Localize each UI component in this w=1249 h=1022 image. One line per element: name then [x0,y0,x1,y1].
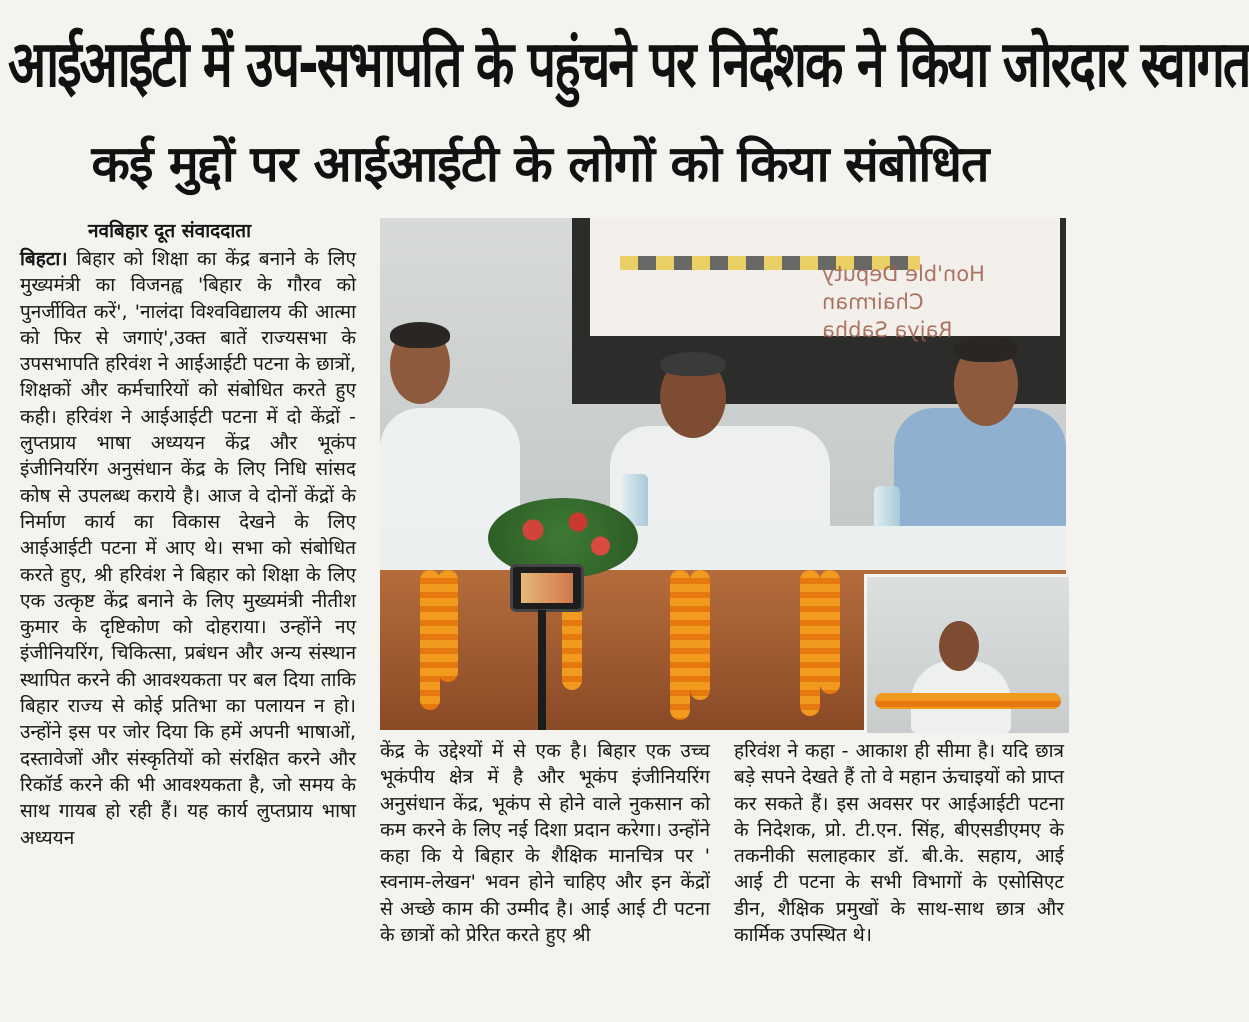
screen-slide [590,218,1060,342]
dateline: बिहटा। [20,248,68,270]
main-headline: आईआईटी में उप-सभापति के पहुंचने पर निर्देशक ने किया जोरदार स्वागत [8,26,1249,102]
marigold-garland [800,570,820,716]
person-left-hair [390,322,450,348]
marigold-garland [820,570,840,694]
byline: नवबिहार दूत संवाददाता [88,220,251,242]
slide-text-line1: Hon'ble Deputy Chairman [822,262,985,314]
phone-screen [521,573,573,603]
phone-tripod [538,610,546,730]
marigold-garland [670,570,690,720]
article-column-2 [380,738,710,948]
article-paragraph [20,246,356,851]
marigold-garland [438,570,458,682]
marigold-garland [690,570,710,700]
inset-speaker-head [939,621,979,671]
article-paragraph: केंद्र के उद्देश्यों में से एक है। बिहार एक उच्च भूकंपीय क्षेत्र में है और भूकंप इंजीनियरिंग अनुसंधान केंद्र, भूकंप से होने वाले नुकसान को कम करने के लिए नई दिशा प्रदान करेगा। उन्होंने कहा कि ये बिहार के शैक्षिक मानचित्र पर ' स्वनाम-लेखन' भवन होने चाहिए और इन केंद्रों से अच्छे काम की उम्मीद है। आई आई टी पटना के छात्रों को प्रेरित करते हुए श्री [380,740,710,947]
sub-headline: कई मुद्दों पर आईआईटी के लोगों को किया संबोधित [91,135,989,193]
slide-text [822,260,1042,344]
person-center-hair [660,352,726,376]
article-paragraph: हरिवंश ने कहा - आकाश ही सीमा है। यदि छात्र बड़े सपने देखते हैं तो वे महान ऊंचाइयों को प्राप्त कर सकते हैं। इस अवसर पर आईआईटी पटना के निदेशक, प्रो. टी.एन. सिंह, बीएसडीएमए के तकनीकी सलाहकार डॉ. बी.के. सहाय, आई आई टी पटना के सभी विभागों के एसोसिएट डीन, शैक्षिक प्रमुखों के साथ-साथ छात्र और कार्मिक उपस्थित थे। [734,740,1064,947]
mobile-phone [510,564,584,612]
inset-photo [864,574,1069,733]
marigold-garland [875,693,1061,709]
news-photo [380,218,1066,730]
article-column-3 [734,738,1064,948]
slide-text-line2: Rajya Sabha [822,318,953,342]
marigold-garland [420,570,440,710]
table-cloth [380,526,1066,574]
article-text: बिहार को शिक्षा का केंद्र बनाने के लिए मुख्यमंत्री का विजनह्व 'बिहार के गौरव को पुनर्जीवित करें', 'नालंदा विश्वविद्यालय की आत्मा को फिर से जगाएं',उक्त बातें राज्यसभा के उपसभापति हरिवंश ने आईआईटी पटना के छात्रों, शिक्षकों और कर्मचारियों को संबोधित करते हुए कही। हरिवंश ने आईआईटी पटना में दो केंद्रों - लुप्तप्राय भाषा अध्ययन केंद्र और भूकंप इंजीनियरिंग अनुसंधान केंद्र के लिए निधि सांसद कोष से उपलब्ध कराये है। आज वे दोनों केंद्रों के निर्माण कार्य का विकास देखने के लिए आईआईटी पटना में आए थे। सभा को संबोधित करते हुए, श्री हरिवंश ने बिहार को शिक्षा के लिए एक उत्कृष्ट केंद्र बनाने के लिए मुख्यमंत्री नीतीश कुमार के दृष्टिकोण को दोहराया। उन्होंने नए इंजीनियरिंग, चिकित्सा, प्रबंधन और अन्य संस्थान स्थापित करने की आवश्यकता पर बल दिया ताकि बिहार राज्य से कोई प्रतिभा का पलायन न हो। उन्होंने इस पर जोर दिया कि हमें अपनी भाषाओं, दस्तावेजों और संस्कृतियों को संरक्षित करने और रिकॉर्ड करने की भी आवश्यकता है, जो समय के साथ गायब हो रही हैं। यह कार्य लुप्तप्राय भाषा अध्ययन [20,248,357,849]
person-right-hair [954,336,1018,362]
article-column-1 [20,246,356,851]
